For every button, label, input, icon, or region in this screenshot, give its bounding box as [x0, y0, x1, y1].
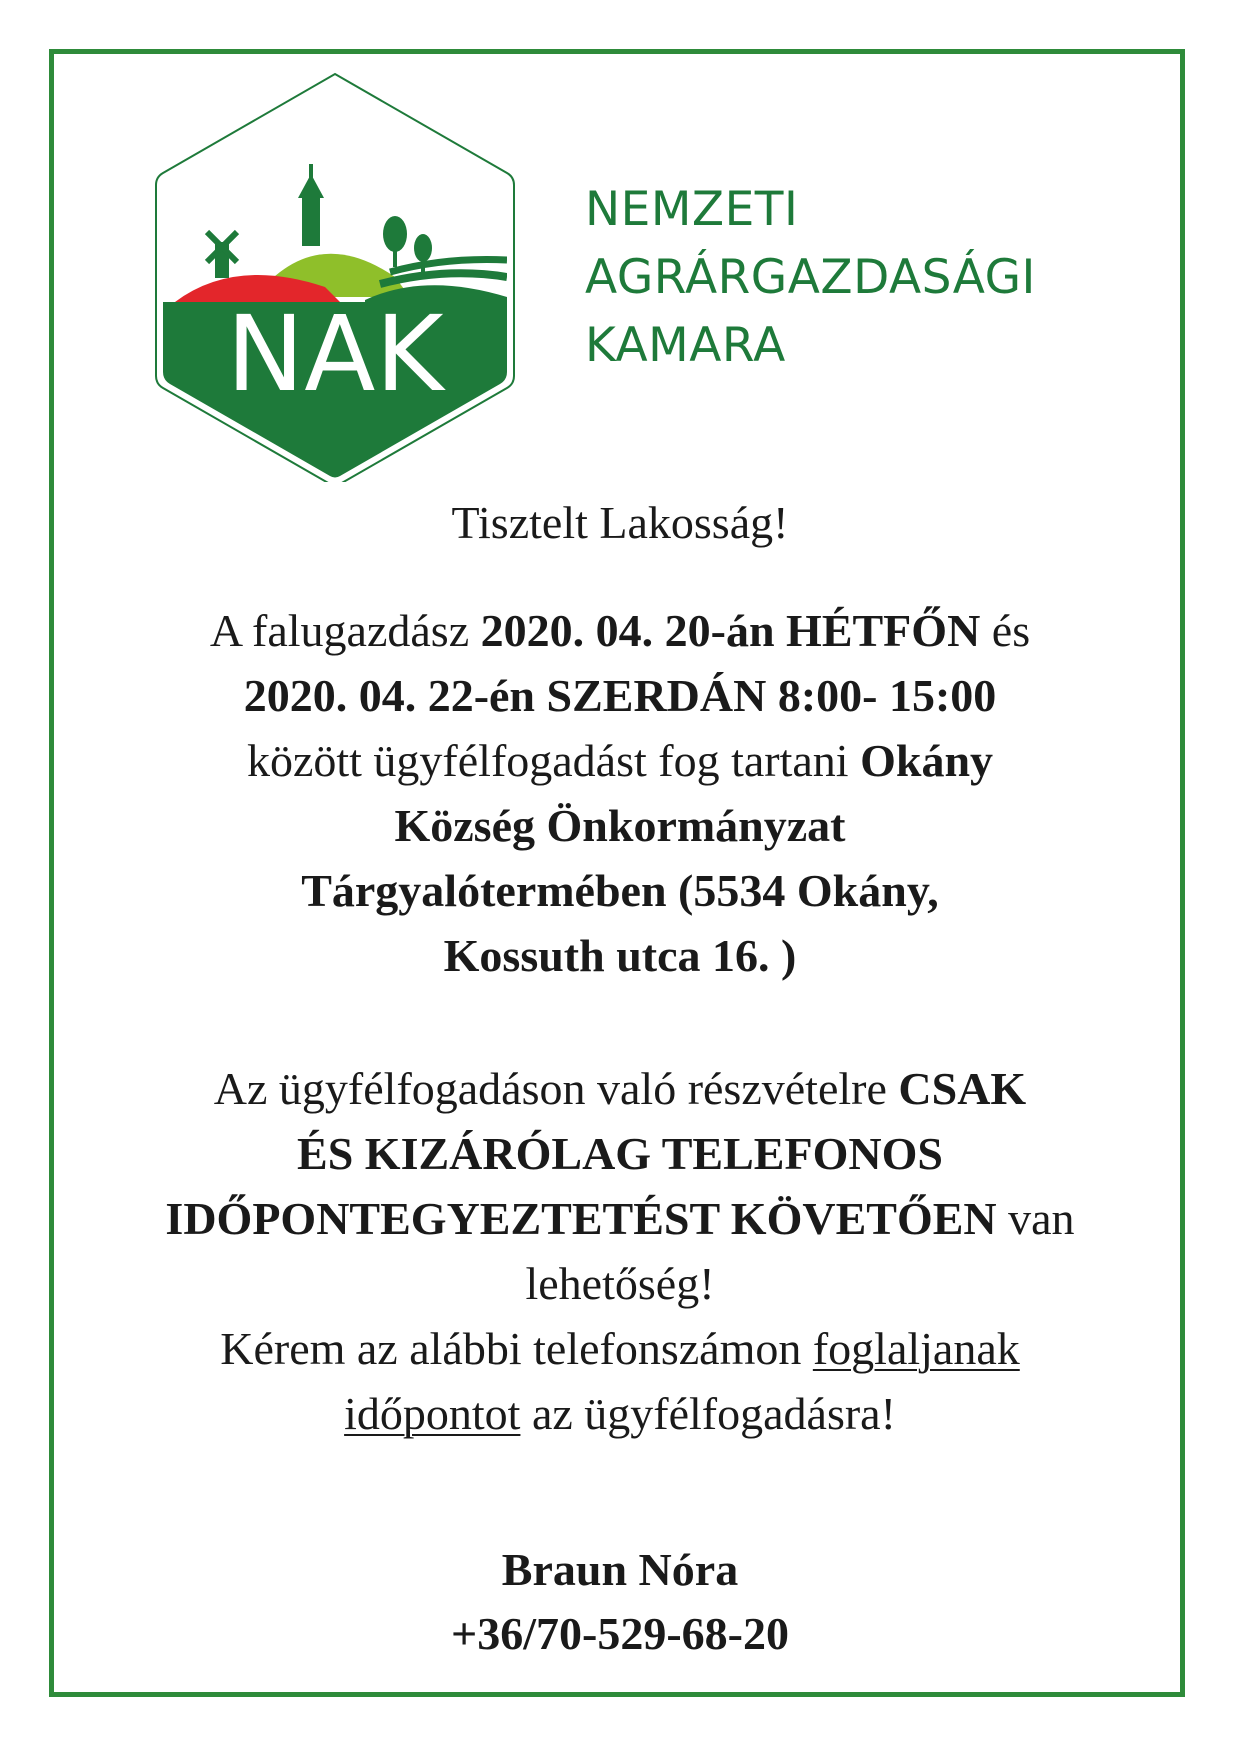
booking-paragraph	[60, 1056, 1180, 1446]
org-name-line-3: KAMARA	[585, 318, 786, 373]
org-name-line-1: NEMZETI	[585, 182, 799, 237]
para2-line-6: időpontot az ügyfélfogadásra!	[344, 1388, 896, 1439]
para1-line-6: Kossuth utca 16. )	[443, 930, 797, 981]
org-name-line-2: AGRÁRGAZDASÁGI	[585, 250, 1036, 305]
contact-block	[60, 1538, 1180, 1666]
logo-text: NAK	[226, 293, 444, 415]
para2-line-5: Kérem az alábbi telefonszámon foglaljanak	[220, 1323, 1020, 1374]
para1-line-3: között ügyfélfogadást fog tartani Okány	[246, 735, 994, 786]
contact-phone: +36/70-529-68-20	[451, 1608, 789, 1659]
para1-line-5: Tárgyalótermében (5534 Okány,	[301, 865, 939, 916]
para2-line-4: lehetőség!	[525, 1258, 715, 1309]
greeting: Tisztelt Lakosság!	[451, 497, 789, 548]
para1-line-1: A falugazdász 2020. 04. 20-án HÉTFŐN és	[209, 605, 1031, 656]
nak-logo	[155, 72, 515, 482]
announcement-paragraph	[60, 598, 1180, 988]
organization-name	[585, 176, 1036, 380]
para1-line-2: 2020. 04. 22-én SZERDÁN 8:00- 15:00	[243, 670, 997, 721]
para2-line-1: Az ügyfélfogadáson való részvételre CSAK	[213, 1063, 1027, 1114]
contact-name: Braun Nóra	[501, 1544, 739, 1595]
para2-line-3: IDŐPONTEGYEZTETÉST KÖVETŐEN van	[165, 1193, 1075, 1244]
para1-line-4: Község Önkormányzat	[394, 800, 846, 851]
para2-line-2: ÉS KIZÁRÓLAG TELEFONOS	[297, 1128, 943, 1179]
